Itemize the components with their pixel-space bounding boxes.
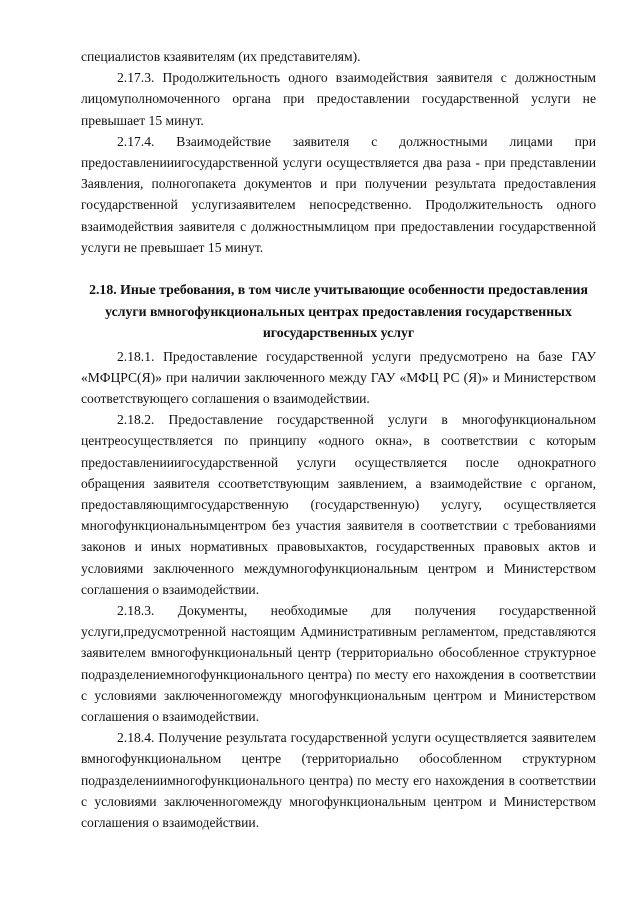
paragraph-2-17-3: 2.17.3. Продолжительность одного взаимодействия заявителя с должностным лицомуполномоченного органа при предоставлении государственной услуги не превышает 15 минут. — [81, 70, 596, 128]
paragraph-2-18-2: 2.18.2. Предоставление государственной услуги в многофункциональном центреосуществляется по принципу «одного окна», в соответствии с которым предоставленииигосударственной услуги осуществляется после однократного обращения заявителя ссоответствующим заявлением, а взаимодействие с органом, предоставляющимгосударственную (государственную) услугу, осуществляется многофункциональнымцентром без участия заявителя в соответствии с требованиями законов и иных нормативных правовыхактов, государственных правовых актов и условиями заключенного междумногофункциональным центром и Министерством соглашения о взаимодействии. — [81, 412, 596, 597]
paragraph-2-17-4: 2.17.4. Взаимодействие заявителя с должностными лицами при предоставленииигосударственной услуги осуществляется два раза - при представлении Заявления, полногопакета документов и при получении результата предоставления государственной услугизаявителем непосредственно. Продолжительность одного взаимодействия заявителя с должностнымлицом при предоставлении государственной услуги не превышает 15 минут. — [81, 133, 596, 255]
paragraph-2-18-3: 2.18.3. Документы, необходимые для получения государственной услуги,предусмотренной настоящим Административным регламентом, представляются заявителем вмногофункциональный центр (территориально обособленное структурное подразделениемногофункционального центра) по месту его нахождения в соответствии с условиями заключенногомежду многофункциональным центром и Министерством соглашения о взаимодействии. — [81, 602, 596, 724]
paragraph-2-18-4: 2.18.4. Получение результата государственной услуги осуществляется заявителем вмногофункциональном центре (территориально обособленном структурном подразделениимногофункционального центра) по месту его нахождения в соответствии с условиями заключенногомежду многофункциональным центром и Министерством соглашения о взаимодействии. — [81, 730, 596, 830]
paragraph-continuation: специалистов кзаявителям (их представителям). — [81, 49, 361, 64]
section-spacer — [81, 258, 596, 279]
document-body — [81, 46, 596, 833]
paragraph-2-18-1: 2.18.1. Предоставление государственной услуги предусмотрено на базе ГАУ «МФЦРС(Я)» при наличии заключенного между ГАУ «МФЦ РС (Я)» и Министерством соответствующего соглашения о взаимодействии. — [81, 348, 596, 406]
section-heading-2-18: 2.18. Иные требования, в том числе учитывающие особенности предоставления услуги вмногофункциональных центрах предоставления государственных игосударственных услуг — [89, 282, 588, 341]
